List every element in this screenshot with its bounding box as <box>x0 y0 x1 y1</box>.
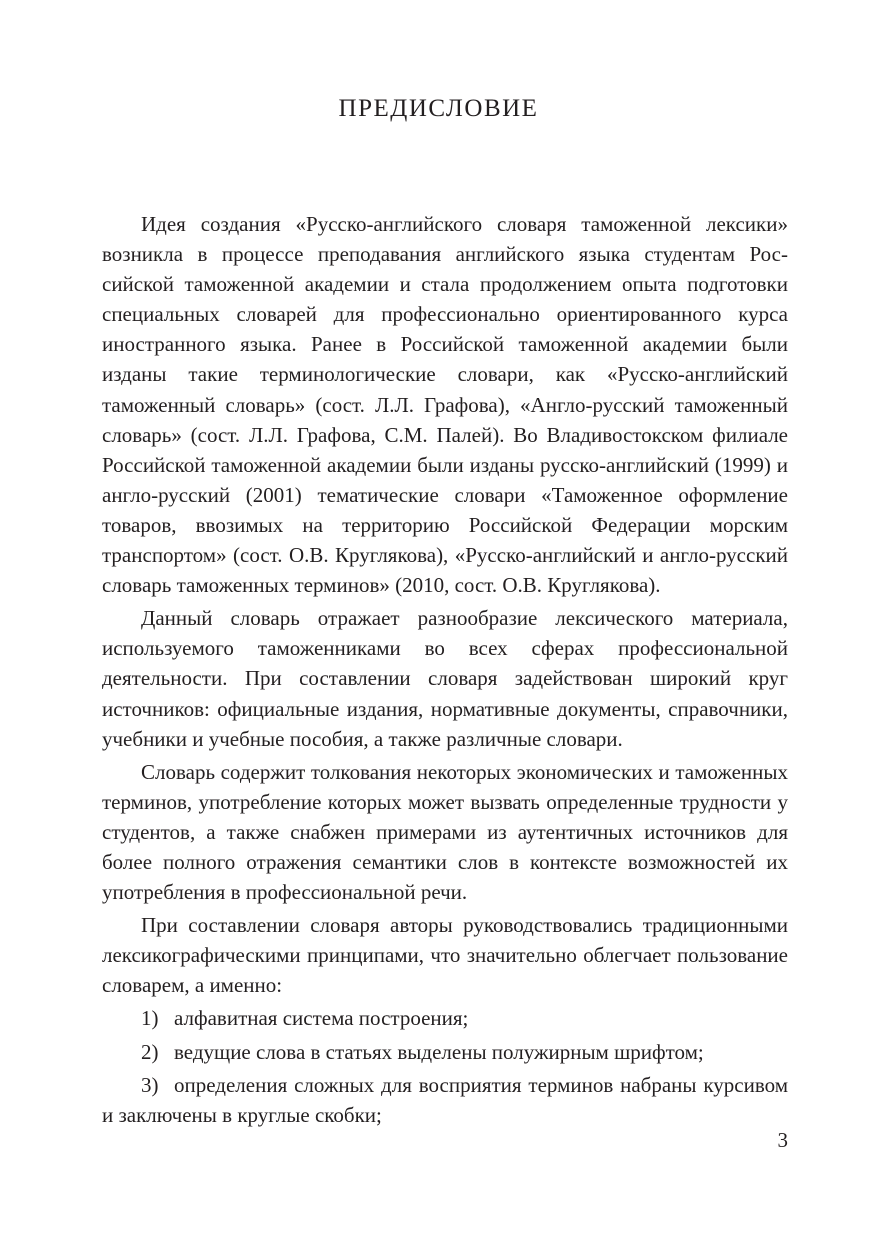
list-item-number: 2) <box>141 1039 159 1064</box>
page-title: ПРЕДИСЛОВИЕ <box>338 95 539 122</box>
paragraph-origin: Идея создания «Русско-английского словаря таможенной лексики» возникла в процессе преподавания английского языка студентам Российской таможенной академии и стала продолжением опыта подготовки специальных словарей для профессионально ориентированного курса иностранного языка. Ранее в Российской таможенной академии были изданы такие терминологические словари, как «Русско-английский таможенный словарь» (сост. Л.Л. Графова), «Англо-русский таможенный словарь» (сост. Л.Л. Графова, С.М. Палей). Во Владивостокском филиале Российской таможенной академии были изданы русско-английский (1999) и англо-русский (2001) тематические словари «Таможенное оформление товаров, ввозимых на территорию Российской Федерации морским транспортом» (сост. О.В. Круглякова), «Русско-английский и англо-русский словарь таможенных терминов» (2010, сост. О.В. Круглякова). <box>102 212 788 598</box>
list-item <box>102 1037 788 1067</box>
list-item-text: ведущие слова в статьях выделены полужирным шрифтом; <box>174 1039 704 1064</box>
list-item <box>102 1070 788 1130</box>
preface-body <box>102 209 788 1130</box>
paragraph-content: Словарь содержит толкования некоторых экономических и таможенных терминов, употребление которых может вызвать определенные трудности у студентов, а также снабжен примерами из аутентичных источников для более полного отражения семантики слов в контексте возможностей их употребления в профессиональной речи. <box>102 759 788 905</box>
list-item-number: 1) <box>141 1006 159 1031</box>
page-number: 3 <box>777 1128 788 1152</box>
list-item-text: определения сложных для восприятия терминов набраны курсивом и заключены в круглые скобки; <box>102 1072 788 1127</box>
list-item-text: алфавитная система построения; <box>174 1006 469 1031</box>
list-item-number: 3) <box>141 1072 159 1097</box>
paragraph-principles: При составлении словаря авторы руководствовались традиционными лексикографическими принципами, что значительно облегчает пользование словарем, а именно: <box>102 913 788 998</box>
list-item <box>102 1003 788 1033</box>
paragraph-scope: Данный словарь отражает разнообразие лексического материала, используемого таможенниками во всех сферах профессиональной деятельности. При составлении словаря задействован широкий круг источников: официальные издания, нормативные документы, справочники, учебники и учебные пособия, а также различные словари. <box>102 606 788 751</box>
